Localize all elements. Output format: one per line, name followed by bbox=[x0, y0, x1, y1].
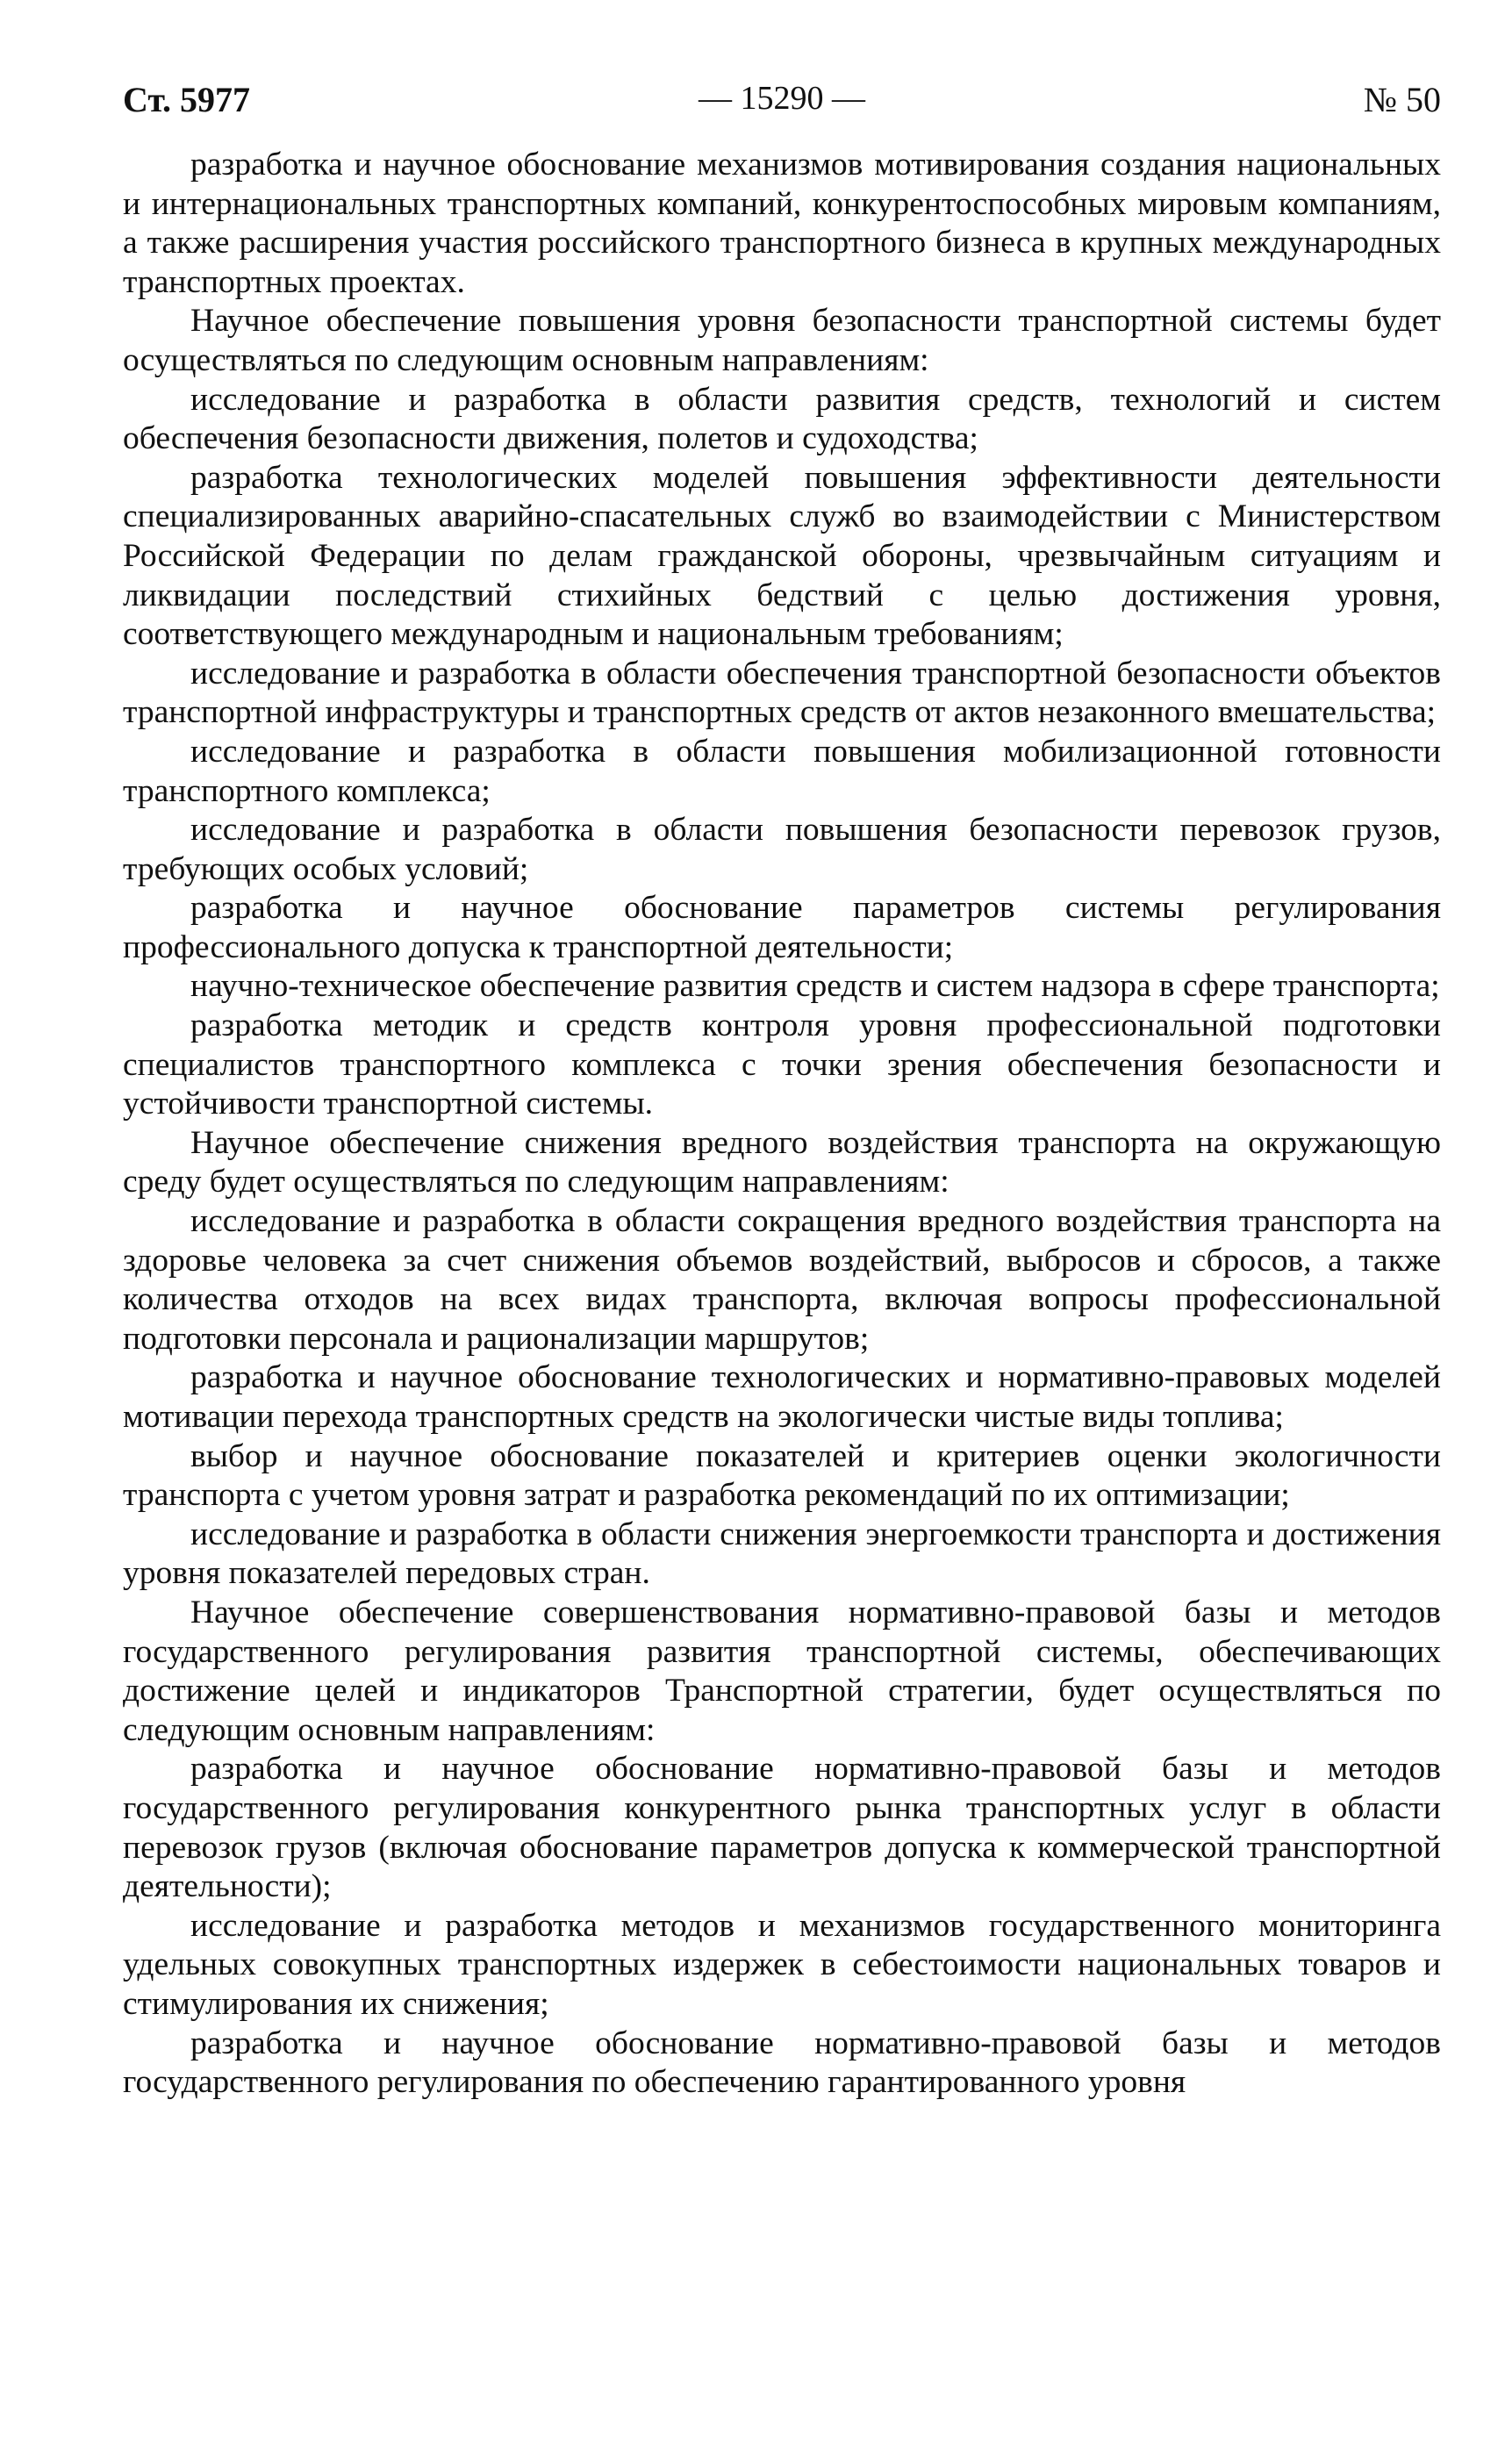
document-page bbox=[123, 79, 1441, 2103]
document-body bbox=[123, 146, 1441, 2103]
paragraph: исследование и разработка в области снижения энергоемкости транспорта и достижения уровня показателей передовых стран. bbox=[123, 1516, 1441, 1592]
paragraph: разработка технологических моделей повышения эффективности деятельности специализированных аварийно-спасательных служб во взаимодействии с Министерством Российской Федерации по делам гражданской обороны, чрезвычайным ситуациям и ликвидации последствий стихийных бедствий с целью достижения уровня, соответствующего международным и национальным требованиям; bbox=[123, 459, 1441, 653]
paragraph: исследование и разработка в области обеспечения транспортной безопасности объектов транспортной инфраструктуры и транспортных средств от актов незаконного вмешательства; bbox=[123, 655, 1441, 731]
paragraph: исследование и разработка методов и механизмов государственного мониторинга удельных совокупных транспортных издержек в себестоимости национальных товаров и стимулирования их снижения; bbox=[123, 1907, 1441, 2022]
paragraph: исследование и разработка в области повышения безопасности перевозок грузов, требующих особых условий; bbox=[123, 812, 1441, 887]
paragraph: Научное обеспечение снижения вредного воздействия транспорта на окружающую среду будет осуществляться по следующим направлениям: bbox=[123, 1124, 1441, 1200]
paragraph: исследование и разработка в области повышения мобилизационной готовности транспортного комплекса; bbox=[123, 733, 1441, 809]
paragraph: научно-техническое обеспечение развития средств и систем надзора в сфере транспорта; bbox=[190, 968, 1440, 1005]
page-header bbox=[123, 79, 1441, 132]
paragraph: Научное обеспечение совершенствования нормативно-правовой базы и методов государственного регулирования развития транспортной системы, обеспечивающих достижение целей и индикаторов Транспортной стратегии, будет осуществляться по следующим основным направлениям: bbox=[123, 1594, 1441, 1748]
paragraph: выбор и научное обоснование показателей и критериев оценки экологичности транспорта с учетом уровня затрат и разработка рекомендаций по их оптимизации; bbox=[123, 1437, 1441, 1514]
paragraph: Научное обеспечение повышения уровня безопасности транспортной системы будет осуществляться по следующим основным направлениям: bbox=[123, 303, 1441, 378]
issue-number: № 50 bbox=[1363, 80, 1441, 119]
page-number: — 15290 — bbox=[699, 80, 865, 117]
paragraph: исследование и разработка в области сокращения вредного воздействия транспорта на здоровье человека за счет снижения объемов воздействий, выбросов и сбросов, а также количества отходов на всех видах транспорта, включая вопросы профессиональной подготовки персонала и рационализации маршрутов; bbox=[123, 1203, 1441, 1357]
paragraph: разработка и научное обоснование технологических и нормативно-правовых моделей мотивации перехода транспортных средств на экологически чистые виды топлива; bbox=[123, 1359, 1441, 1435]
paragraph: исследование и разработка в области развития средств, технологий и систем обеспечения безопасности движения, полетов и судоходства; bbox=[123, 381, 1441, 457]
paragraph: разработка и научное обоснование параметров системы регулирования профессионального допуска к транспортной деятельности; bbox=[123, 890, 1441, 965]
paragraph: разработка и научное обоснование нормативно-правовой базы и методов государственного регулирования конкурентного рынка транспортных услуг в области перевозок грузов (включая обоснование параметров допуска к коммерческой транспортной деятельности); bbox=[123, 1751, 1441, 1905]
paragraph: разработка и научное обоснование нормативно-правовой базы и методов государственного регулирования по обеспечению гарантированного уровня bbox=[123, 2025, 1441, 2101]
article-number: Ст. 5977 bbox=[123, 80, 250, 119]
paragraph: разработка и научное обоснование механизмов мотивирования создания национальных и интернациональных транспортных компаний, конкурентоспособных мировым компаниям, а также расширения участия российского транспортного бизнеса в крупных международных транспортных проектах. bbox=[123, 147, 1441, 300]
paragraph: разработка методик и средств контроля уровня профессиональной подготовки специалистов транспортного комплекса с точки зрения обеспечения безопасности и устойчивости транспортной системы. bbox=[123, 1007, 1441, 1122]
